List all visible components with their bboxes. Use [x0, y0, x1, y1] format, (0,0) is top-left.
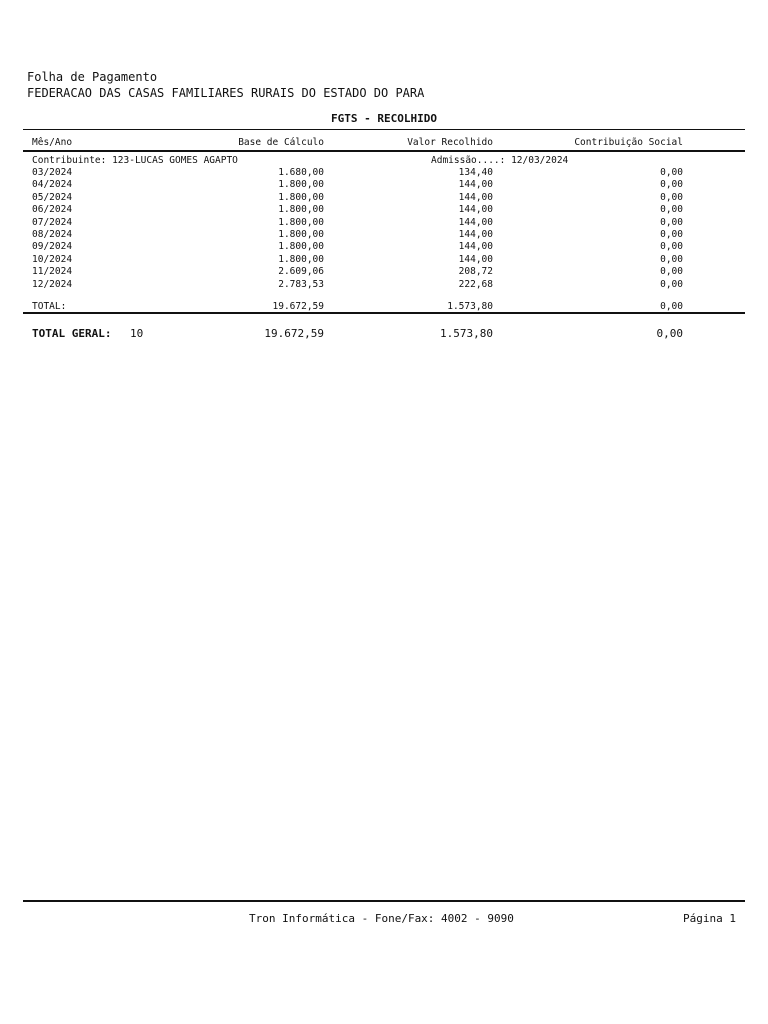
cell-base: 1.800,00 — [278, 216, 324, 228]
total-contrib: 0,00 — [660, 301, 683, 312]
report-heading: Folha de Pagamento — [27, 70, 158, 84]
cell-contrib: 0,00 — [660, 179, 683, 191]
cell-mes: 09/2024 — [32, 241, 73, 253]
cell-mes: 10/2024 — [32, 253, 73, 265]
cell-valor: 144,00 — [458, 204, 493, 216]
total-geral-label: TOTAL GERAL: — [32, 327, 112, 340]
cell-contrib: 0,00 — [660, 216, 683, 228]
cell-contrib: 0,00 — [660, 204, 683, 216]
cell-contrib: 0,00 — [660, 191, 683, 203]
cell-valor: 144,00 — [458, 191, 493, 203]
header-bottom-rule — [23, 150, 745, 152]
table-row — [0, 192, 768, 204]
footer-page-number: Página 1 — [683, 912, 736, 925]
column-header-base: Base de Cálculo — [238, 137, 324, 148]
cell-mes: 11/2024 — [32, 266, 73, 278]
cell-mes: 03/2024 — [32, 167, 73, 178]
cell-base: 2.783,53 — [278, 278, 324, 290]
total-rule — [23, 312, 745, 314]
table-row — [0, 179, 768, 191]
contribuinte-row — [0, 155, 768, 167]
cell-base: 1.800,00 — [278, 191, 324, 203]
column-header-row — [0, 137, 768, 149]
cell-contrib: 0,00 — [660, 229, 683, 240]
cell-contrib: 0,00 — [660, 167, 683, 178]
cell-mes: 08/2024 — [32, 229, 73, 240]
total-label: TOTAL: — [32, 301, 67, 312]
cell-base: 1.800,00 — [278, 229, 324, 240]
cell-valor: 144,00 — [458, 179, 493, 191]
cell-mes: 04/2024 — [32, 179, 73, 191]
cell-base: 1.800,00 — [278, 253, 324, 265]
column-header-valor: Valor Recolhido — [407, 137, 493, 148]
cell-mes: 06/2024 — [32, 204, 73, 216]
cell-valor: 208,72 — [458, 266, 493, 278]
cell-base: 1.800,00 — [278, 179, 324, 191]
cell-valor: 144,00 — [458, 229, 493, 240]
column-header-mes: Mês/Ano — [32, 137, 73, 148]
column-header-contrib: Contribuição Social — [574, 137, 683, 148]
total-geral-count: 10 — [130, 327, 144, 340]
cell-valor: 134,40 — [458, 167, 493, 178]
total-geral-base: 19.672,59 — [264, 327, 324, 340]
table-row — [0, 229, 768, 241]
footer-rule — [23, 900, 745, 902]
report-title: FGTS - RECOLHIDO — [331, 112, 437, 125]
total-geral-valor: 1.573,80 — [440, 327, 493, 340]
contribuinte-label: Contribuinte: 123-LUCAS GOMES AGAPTO — [32, 155, 238, 166]
table-row — [0, 204, 768, 216]
table-row — [0, 254, 768, 266]
cell-base: 1.800,00 — [278, 204, 324, 216]
cell-base: 1.680,00 — [278, 167, 324, 178]
table-row — [0, 279, 768, 291]
cell-contrib: 0,00 — [660, 278, 683, 290]
table-row — [0, 241, 768, 253]
cell-valor: 144,00 — [458, 253, 493, 265]
cell-valor: 144,00 — [458, 241, 493, 253]
cell-mes: 05/2024 — [32, 191, 73, 203]
cell-base: 1.800,00 — [278, 241, 324, 253]
table-row — [0, 217, 768, 229]
total-base: 19.672,59 — [272, 301, 324, 312]
admissao-label: Admissão....: 12/03/2024 — [431, 155, 569, 166]
footer-company: Tron Informática - Fone/Fax: 4002 - 9090 — [249, 912, 514, 925]
total-valor: 1.573,80 — [447, 301, 493, 312]
cell-valor: 144,00 — [458, 216, 493, 228]
header-top-rule — [23, 129, 745, 130]
cell-contrib: 0,00 — [660, 241, 683, 253]
organization-name: FEDERACAO DAS CASAS FAMILIARES RURAIS DO ESTADO DO PARA — [27, 86, 425, 100]
total-geral-row — [0, 327, 768, 341]
cell-contrib: 0,00 — [660, 266, 683, 278]
cell-mes: 07/2024 — [32, 216, 73, 228]
cell-valor: 222,68 — [458, 278, 493, 290]
cell-mes: 12/2024 — [32, 278, 73, 290]
cell-contrib: 0,00 — [660, 253, 683, 265]
total-geral-contrib: 0,00 — [656, 327, 683, 340]
table-row — [0, 167, 768, 179]
cell-base: 2.609,06 — [278, 266, 324, 278]
table-row — [0, 266, 768, 278]
